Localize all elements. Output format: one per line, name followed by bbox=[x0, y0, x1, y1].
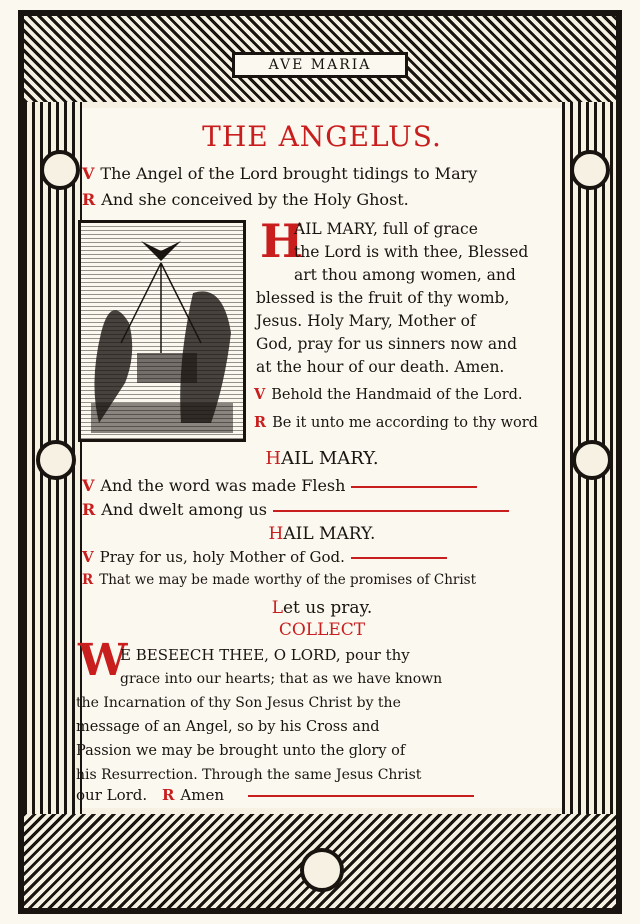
hail-mary-line: God, pray for us sinners now and bbox=[256, 335, 518, 353]
grotesque-face-icon bbox=[570, 150, 610, 190]
response-line: R And dwelt among us bbox=[82, 500, 509, 519]
hail-mary-initial: H bbox=[260, 214, 304, 268]
hail-mary-line: Jesus. Holy Mary, Mother of bbox=[256, 312, 476, 330]
rosette-icon bbox=[36, 440, 76, 480]
ave-maria-plate: AVE MARIA bbox=[232, 52, 408, 78]
woodcut-annunciation-icon bbox=[78, 220, 246, 442]
versicle-line: V Pray for us, holy Mother of God. bbox=[82, 548, 447, 566]
let-us-pray: Let us pray. bbox=[271, 598, 373, 618]
grotesque-face-icon bbox=[40, 150, 80, 190]
hail-mary-line: at the hour of our death. Amen. bbox=[256, 358, 505, 376]
page-title: THE ANGELUS. bbox=[202, 120, 442, 153]
hail-mary-line: art thou among women, and bbox=[294, 266, 516, 284]
collect-line: the Incarnation of thy Son Jesus Christ by the bbox=[76, 695, 401, 711]
collect-line: message of an Angel, so by his Cross and bbox=[76, 719, 380, 735]
collect-line: E BESEECH THEE, O LORD, pour thy bbox=[120, 646, 410, 664]
versicle-line: V Behold the Handmaid of the Lord. bbox=[254, 386, 523, 403]
collect-heading: COLLECT bbox=[278, 620, 366, 640]
collect-line: his Resurrection. Through the same Jesus Christ bbox=[76, 767, 422, 783]
hail-mary-heading: HAIL MARY. bbox=[265, 448, 379, 469]
versicle-line: V And the word was made Flesh bbox=[82, 476, 477, 495]
prayer-text-panel bbox=[76, 108, 562, 808]
collect-closing: our Lord. R Amen bbox=[76, 786, 474, 804]
hail-mary-line: blessed is the fruit of thy womb, bbox=[256, 289, 510, 307]
cherub-icon bbox=[300, 848, 344, 892]
response-line: R And she conceived by the Holy Ghost. bbox=[82, 190, 409, 209]
response-line: R That we may be made worthy of the promises of Christ bbox=[82, 572, 477, 588]
collect-line: Passion we may be brought unto the glory of bbox=[76, 743, 406, 759]
response-line: R Be it unto me according to thy word bbox=[254, 414, 538, 431]
hail-mary-line: the Lord is with thee, Blessed bbox=[294, 243, 529, 261]
hail-mary-line: AIL MARY, full of grace bbox=[294, 220, 478, 238]
collect-line: grace into our hearts; that as we have known bbox=[120, 671, 443, 687]
versicle-line: V The Angel of the Lord brought tidings to Mary bbox=[82, 164, 478, 183]
hail-mary-heading: HAIL MARY. bbox=[268, 524, 376, 544]
collect-initial: W bbox=[78, 635, 128, 686]
rosette-icon bbox=[572, 440, 612, 480]
